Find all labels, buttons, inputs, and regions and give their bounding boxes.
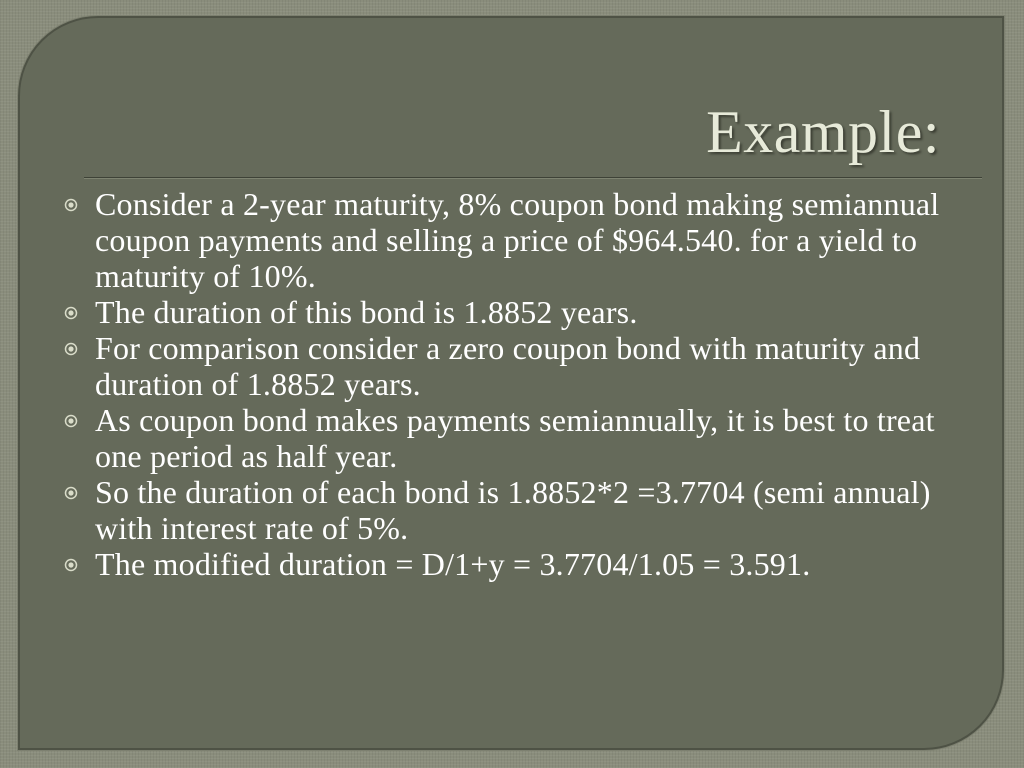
- circled-dot-icon: [60, 294, 95, 330]
- slide-title: Example:: [706, 99, 940, 165]
- bullet-item: [60, 402, 965, 474]
- title-divider: [84, 177, 982, 179]
- circled-dot-icon: [60, 186, 95, 222]
- bullet-item: [60, 294, 965, 330]
- bullet-text: The modified duration = D/1+y = 3.7704/1.05 = 3.591.: [95, 546, 811, 582]
- circled-dot-icon: [60, 546, 95, 582]
- bullet-item: [60, 186, 965, 294]
- bullet-text: So the duration of each bond is 1.8852*2 =3.7704 (semi annual) with interest rate of 5%.: [95, 474, 931, 546]
- bullet-item: [60, 330, 965, 402]
- bullet-text: For comparison consider a zero coupon bond with maturity and duration of 1.8852 years.: [95, 330, 921, 402]
- bullet-item: [60, 546, 965, 582]
- circled-dot-icon: [60, 330, 95, 366]
- bullet-text: As coupon bond makes payments semiannually, it is best to treat one period as half year.: [95, 402, 935, 474]
- circled-dot-icon: [60, 474, 95, 510]
- bullet-text: The duration of this bond is 1.8852 years.: [95, 294, 638, 330]
- bullet-item: [60, 474, 965, 546]
- bullet-list: [60, 186, 965, 582]
- circled-dot-icon: [60, 402, 95, 438]
- bullet-text: Consider a 2-year maturity, 8% coupon bond making semiannual coupon payments and selling a price of $964.540. for a yield to maturity of 10%.: [95, 186, 940, 294]
